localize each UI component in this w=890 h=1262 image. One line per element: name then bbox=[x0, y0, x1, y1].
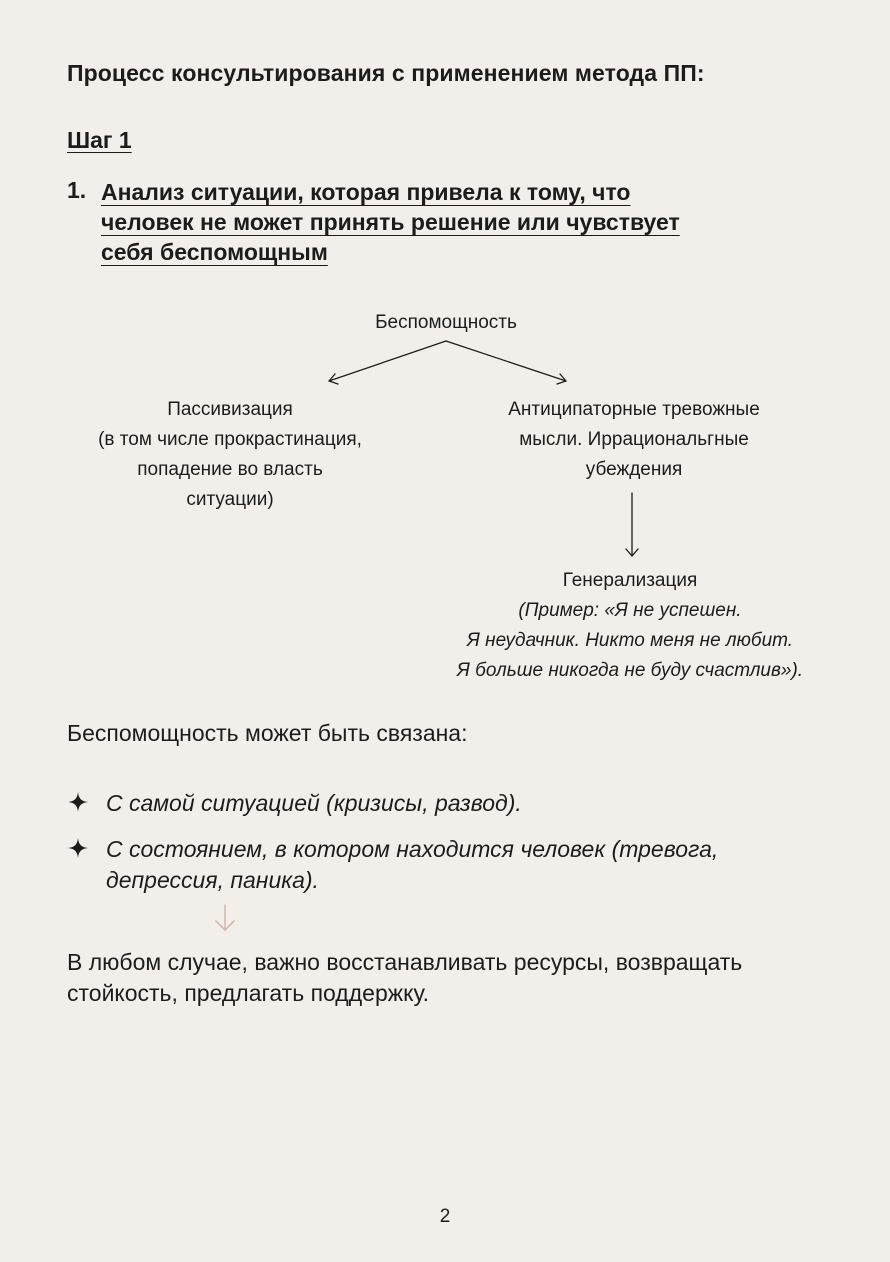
intro-text: Беспомощность может быть связана: bbox=[67, 720, 468, 746]
section-heading-line: себя беспомощным bbox=[101, 239, 328, 265]
node-line: мысли. Иррациональгные bbox=[519, 429, 749, 450]
bullet-text: С самой ситуацией (кризисы, развод). bbox=[106, 790, 522, 816]
node-line: (в том числе прокрастинация, bbox=[98, 429, 362, 450]
node-line: Антиципаторные тревожные bbox=[508, 399, 760, 420]
bullet-item bbox=[67, 788, 827, 819]
node-line: ситуации) bbox=[186, 489, 274, 510]
node-example-line: (Пример: «Я не успешен. bbox=[518, 600, 742, 621]
page-number: 2 bbox=[439, 1206, 451, 1227]
four-point-star-icon bbox=[67, 837, 89, 859]
bullet-item bbox=[67, 834, 827, 896]
section-heading-line: Анализ ситуации, которая привела к тому, что bbox=[101, 179, 631, 205]
diagram-node-passivization bbox=[60, 395, 400, 515]
page-title: Процесс консультирования с применением метода ПП: bbox=[67, 60, 705, 86]
node-line: попадение во власть bbox=[137, 459, 323, 480]
diagram-node-generalization bbox=[430, 566, 830, 686]
node-example-line: Я больше никогда не буду счастлив»). bbox=[456, 660, 804, 681]
bullet-text: С состоянием, в котором находится человек (тревога, депрессия, паника). bbox=[106, 836, 719, 893]
four-point-star-icon bbox=[67, 791, 89, 813]
node-line: Генерализация bbox=[562, 570, 698, 591]
diagram-node-anticipatory-thoughts bbox=[466, 395, 802, 485]
arrow-right-line bbox=[446, 341, 566, 381]
arrow-down-icon bbox=[213, 903, 237, 933]
conclusion-text: В любом случае, важно восстанавливать ресурсы, возвращать стойкость, предлагать поддержку. bbox=[67, 949, 743, 1006]
list-item-number: 1. bbox=[67, 177, 87, 203]
step-label: Шаг 1 bbox=[67, 127, 132, 153]
node-line: убеждения bbox=[585, 459, 683, 480]
section-heading-line: человек не может принять решение или чувствует bbox=[101, 209, 680, 235]
diagram-node-root: Беспомощность bbox=[375, 312, 517, 333]
node-line: Пассивизация bbox=[167, 399, 293, 420]
node-example-line: Я неудачник. Никто меня не любит. bbox=[466, 630, 794, 651]
arrow-left-line bbox=[329, 341, 446, 381]
